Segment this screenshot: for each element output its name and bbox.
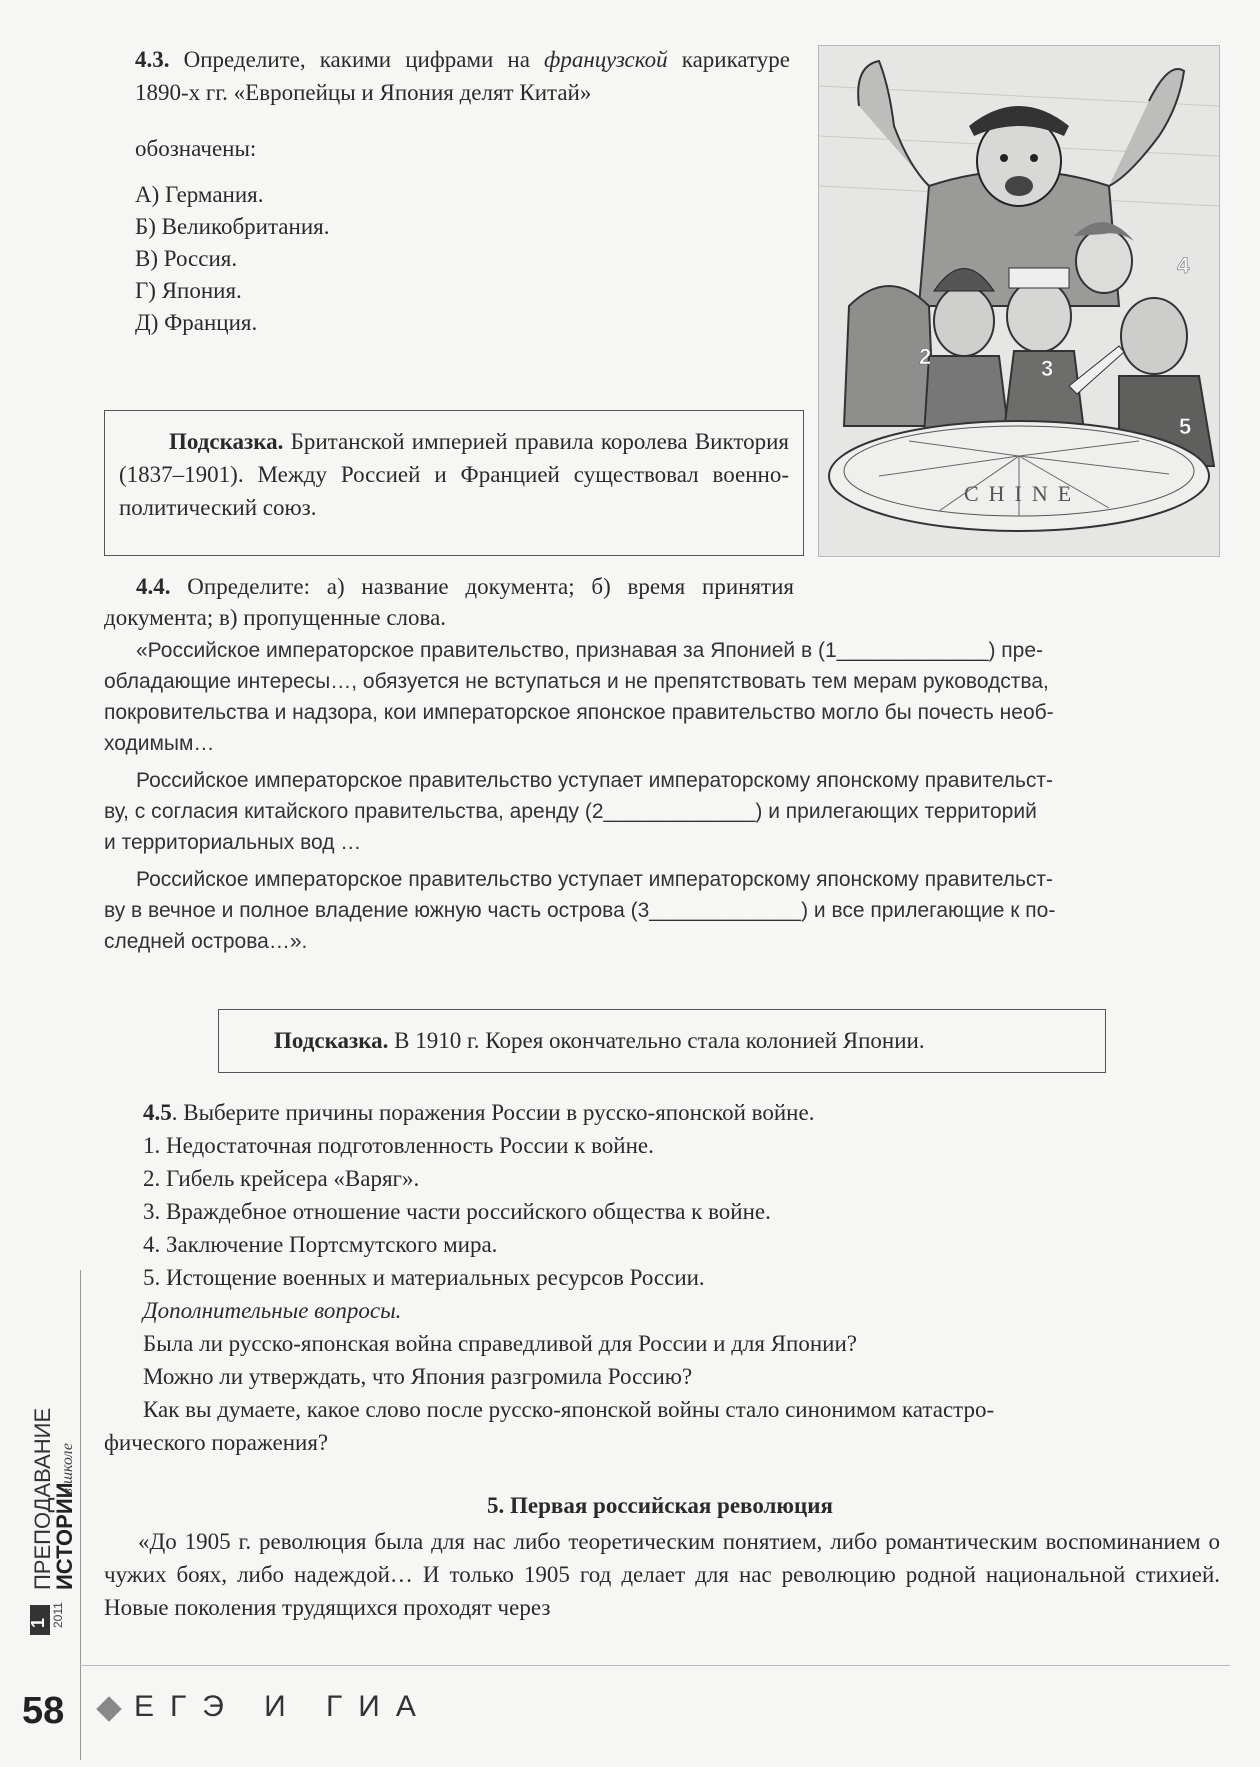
exercise-number: 4.3. — [135, 47, 170, 72]
hint-box-2 — [218, 1009, 1106, 1073]
list-item: 2. Гибель крейсера «Варяг». — [143, 1166, 420, 1191]
figure-number-5: 5 — [1179, 414, 1192, 439]
masthead-line-1: ПРЕПОДАВАНИЕ — [30, 1407, 55, 1590]
figure-number-2: 2 — [919, 344, 932, 369]
extra-questions-label: Дополнительные вопросы. — [143, 1298, 402, 1323]
quote-line: ву в вечное и полное владение южную часть острова (3_____________) и все прилегающие к по- — [104, 899, 1056, 922]
option-a: А) Германия. — [135, 182, 264, 207]
list-item: 1. Недостаточная подготовленность России к войне. — [143, 1133, 654, 1158]
page-number: 58 — [22, 1690, 65, 1732]
masthead-line-2: ИСТОРИИ — [52, 1482, 77, 1590]
hint-title: Подсказка. — [274, 1028, 389, 1053]
footer-divider — [80, 1665, 1230, 1666]
list-item: 3. Враждебное отношение части российского общества к войне. — [143, 1199, 771, 1224]
exercise-text: Определите: а) название документа; б) время принятия документа; в) пропущенные слова. — [104, 574, 794, 630]
hint-text: Британской империей правила королева Виктория (1837–1901). Между Россией и Францией существовал военно-политический союз. — [119, 429, 789, 520]
diamond-icon — [96, 1696, 121, 1721]
exercise-4-4-text — [104, 571, 794, 633]
hint-1-content — [119, 425, 789, 524]
section-title: 5. Первая российская революция — [487, 1493, 833, 1518]
cake-label: CHINE — [964, 481, 1082, 506]
extra-question: фического поражения? — [104, 1430, 329, 1455]
exercise-text: карикатуре 1890-х гг. «Европейцы и Япония делят Китай» — [135, 47, 790, 105]
exercise-text-italic: французской — [544, 47, 668, 72]
quote-line: ходимым… — [104, 732, 215, 755]
figure-number-3: 3 — [1041, 356, 1054, 381]
section-text: «До 1905 г. революция была для нас либо теоретическим понятием, либо романтическим воспоминанием о чужих боях, либо надеждой… И только 1905 год делает для нас революцию родной национальной стихией. Новые поколения трудящихся проходят через — [104, 1529, 1220, 1620]
exercise-4-5-text — [143, 1096, 814, 1129]
hint-text: В 1910 г. Корея окончательно стала колонией Японии. — [388, 1028, 925, 1053]
quote-line: покровительства и надзора, кои императорское японское правительство могло бы почесть необ- — [104, 701, 1054, 724]
hint-box-1 — [104, 410, 804, 556]
quote-line: и территориальных вод … — [104, 831, 362, 854]
option-d: Г) Япония. — [135, 278, 242, 303]
footer-section-title: ЕГЭ И ГИА — [134, 1690, 432, 1723]
quote-line: следней острова…». — [104, 930, 308, 953]
extra-question: Можно ли утверждать, что Япония разгромила Россию? — [143, 1364, 693, 1389]
quote-line: ву, с согласия китайского правительства, аренду (2_____________) и прилегающих территорий — [104, 800, 1037, 823]
exercise-number: 4.5 — [143, 1100, 172, 1125]
list-item: 4. Заключение Портсмутского мира. — [143, 1232, 498, 1257]
figure-number-4: 4 — [1177, 253, 1190, 278]
extra-question: Как вы думаете, какое слово после русско-японской войны стало синонимом катастро- — [143, 1397, 995, 1422]
extra-question: Была ли русско-японская война справедливой для России и для Японии? — [143, 1331, 857, 1356]
exercise-4-3-text — [135, 43, 790, 109]
exercise-text: . Выберите причины поражения России в русско-японской войне. — [171, 1100, 815, 1125]
issue-year: 2011 — [51, 1602, 65, 1628]
exercise-text: Определите, какими цифрами на — [169, 47, 545, 72]
option-c: В) Россия. — [135, 246, 238, 271]
journal-masthead — [22, 1250, 92, 1640]
list-item: 5. Истощение военных и материальных ресурсов России. — [143, 1265, 705, 1290]
options-label: обозначены: — [135, 136, 257, 161]
quote-line: обладающие интересы…, обязуется не вступаться и не препятствовать тем мерам руководства, — [104, 670, 1049, 693]
issue-number: 1 — [28, 1617, 48, 1628]
quote-line: Российское императорское правительство уступает императорскому японскому правительст- — [136, 769, 1054, 792]
hint-title: Подсказка. — [169, 429, 284, 454]
quote-line: «Российское императорское правительство, признавая за Японией в (1_____________) пре- — [136, 639, 1044, 662]
quote-line: Российское императорское правительство уступает императорскому японскому правительст- — [136, 868, 1054, 891]
masthead-line-3: в школе — [59, 1443, 76, 1495]
option-e: Д) Франция. — [135, 310, 258, 335]
caricature-image — [818, 45, 1220, 557]
exercise-number: 4.4. — [136, 574, 171, 599]
option-b: Б) Великобритания. — [135, 214, 330, 239]
